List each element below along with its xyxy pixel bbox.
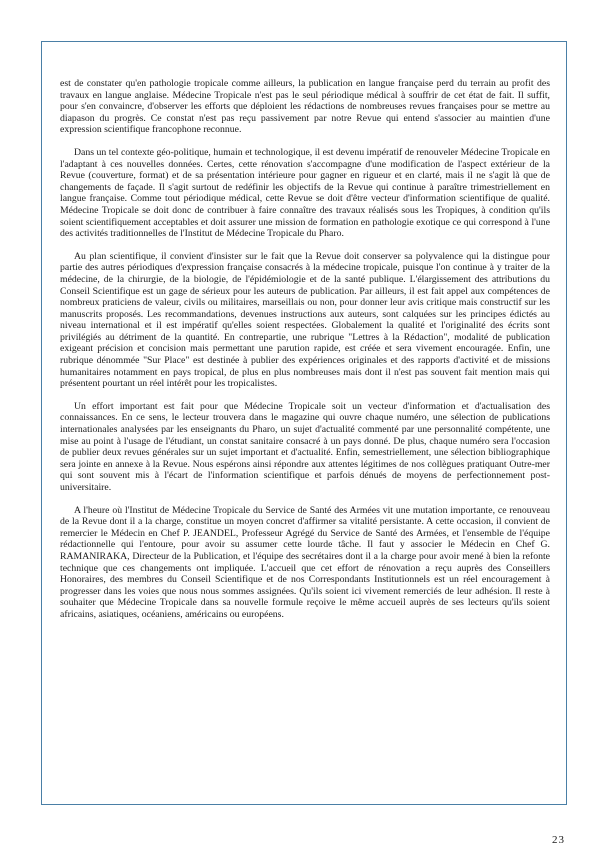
paragraph-5: A l'heure où l'Institut de Médecine Tropicale du Service de Santé des Armées vit une mutation importante, ce renouveau de la Revue dont il a la charge, constitue un moyen concret d'affirmer sa vitalité persistante. A cette occasion, il convient de remercier le Médecin en Chef P. JEANDEL, Professeur Agrégé du Service de Santé des Armées, et l'ensemble de l'équipe rédactionnelle qui l'entoure, pour avoir su assumer cette lourde tâche. Il faut y associer le Médecin en Chef G. RAMANIRAKA, Directeur de la Publication, et l'équipe des secrétaires dont il a la charge pour avoir mené à bien la refonte technique que ces changements ont impliquée. L'accueil que cet effort de rénovation a reçu auprès des Conseillers Honoraires, des membres du Conseil Scientifique et de nos Correspondants Institutionnels est un réel encouragement à progresser dans les voies que nous nous sommes assignées. Qu'ils soient ici vivement remerciés de leur adhésion. Il reste à souhaiter que Médecine Tropicale dans sa nouvelle formule reçoive le même accueil auprès de ses lecteurs qu'ils soient africains, asiatiques, océaniens, américains ou européens.	[60, 504, 550, 620]
paragraph-4: Un effort important est fait pour que Médecine Tropicale soit un vecteur d'information et d'actualisation des connaissances. En ce sens, le lecteur trouvera dans le magazine qui ouvre chaque numéro, une sélection de publications internationales analysées par les enseignants du Pharo, un sujet d'actualité commenté par une personnalité compétente, une mise au point à l'usage de l'étudiant, un constat sanitaire consacré à un pays donné. De plus, chaque numéro sera l'occasion de publier deux revues générales sur un sujet important et d'actualité. Enfin, semestriellement, une sélection bibliographique sera jointe en annexe à la Revue. Nous espérons ainsi répondre aux attentes légitimes de nos collègues pratiquant Outre-mer qui sont souvent mis à l'écart de l'information scientifique et parfois dénués de moyens de perfectionnement post-universitaire.	[60, 400, 550, 493]
paragraph-2: Dans un tel contexte géo-politique, humain et technologique, il est devenu impératif de renouveler Médecine Tropicale en l'adaptant à ces nouvelles données. Certes, cette rénovation s'accompagne d'une modification de l'aspect extérieur de la Revue (couverture, format) et de sa présentation intérieure pour gagner en rigueur et en clarté, mais il ne s'agit là que de changements de façade. Il s'agit surtout de redéfinir les objectifs de la Revue qui continue à paraître trimestriellement en langue française. Comme tout périodique médical, cette Revue se doit d'être vecteur d'information scientifique de qualité. Médecine Tropicale se doit donc de contribuer à faire connaître des travaux réalisés sous les Tropiques, à condition qu'ils soient scientifiquement acceptables et doit assurer une mission de formation en pathologie exotique ce qui correspond à l'une des activités traditionnelles de l'Institut de Médecine Tropicale du Pharo.	[60, 146, 550, 240]
article-frame	[41, 41, 567, 805]
page-number: 23	[552, 834, 565, 846]
paragraph-3: Au plan scientifique, il convient d'insister sur le fait que la Revue doit conserver sa polyvalence qui la distingue pour partie des autres périodiques d'expression française consacrés à la médecine tropicale, puisque l'on continue à y traiter de la médecine, de la chirurgie, de la biologie, de l'épidémiologie et de la santé publique. L'élargissement des attributions du Conseil Scientifique est un gage de sérieux pour les auteurs de publication. Par ailleurs, il est fait appel aux compétences de nombreux praticiens de valeur, civils ou militaires, marseillais ou non, pour donner leur avis critique mais constructif sur les manuscrits proposés. Les recommandations, devenues instructions aux auteurs, sont calquées sur les principes édictés au niveau international et il est impératif qu'elles soient respectées. Globalement la qualité et l'originalité des écrits sont privilégiés au détriment de la quantité. En contrepartie, une rubrique "Lettres à la Rédaction", modalité de publication exigeant précision et concision mais permettant une parution rapide, est créée et sera vivement encouragée. Enfin, une rubrique dénommée "Sur Place" est destinée à publier des expériences originales et des rapports d'activité et de missions humanitaires notamment en pays tropical, de plus en plus nombreuses mais dont il n'est pas souvent fait mention mais qui présentent pourtant un réel intérêt pour les tropicalistes.	[60, 250, 550, 390]
paragraph-1: est de constater qu'en pathologie tropicale comme ailleurs, la publication en langue française perd du terrain au profit des travaux en langue anglaise. Médecine Tropicale n'est pas le seul périodique médical à souffrir de cet état de fait. Il suffit, pour s'en convaincre, d'observer les efforts que déploient les rédactions de nombreuses revues françaises pour se mettre au diapason du progrès. Ce constat n'est pas reçu passivement par notre Revue qui entend s'associer au maintien d'une expression scientifique francophone reconnue.	[60, 78, 550, 136]
